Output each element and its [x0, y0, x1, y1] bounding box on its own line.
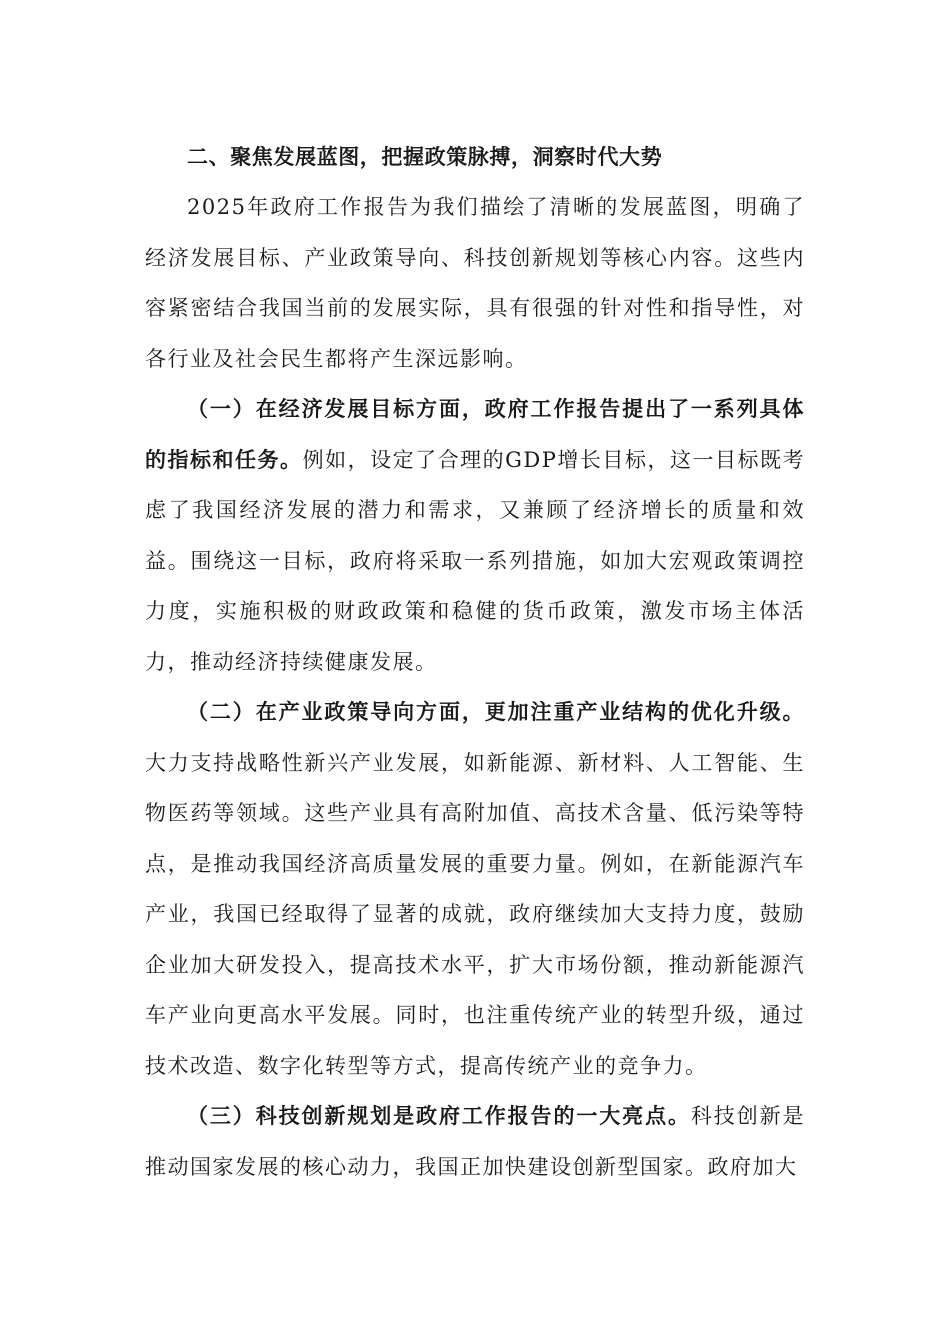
- section-heading: 二、聚焦发展蓝图，把握政策脉搏，洞察时代大势: [187, 144, 663, 169]
- paragraph-text: 大力支持战略性新兴产业发展，如新能源、新材料、人工智能、生物医药等领域。这些产业具有高附加值、高技术含量、低污染等特点，是推动我国经济高质量发展的重要力量。例如，在新能源汽车产业，我国已经取得了显著的成就，政府继续加大支持力度，鼓励企业加大研发投入，提高技术水平，扩大市场份额，推动新能源汽车产业向更高水平发展。同时，也注重传统产业的转型升级，通过技术改造、数字化转型等方式，提高传统产业的竞争力。: [145, 750, 805, 1078]
- paragraph-lead: （二）在产业政策导向方面，更加注重产业结构的优化升级。: [187, 699, 805, 724]
- paragraph-text: 科技创新是推动国家发展的核心动力，我国正加快建设创新型国家。政府加大: [145, 1104, 806, 1179]
- paragraph-text: 2025年政府工作报告为我们描绘了清晰的发展蓝图，明确了经济发展目标、产业政策导向、科技创新规划等核心内容。这些内容紧密结合我国当前的发展实际，具有很强的针对性和指导性，对各行业及社会民生都将产生深远影响。: [145, 195, 805, 371]
- paragraph-intro: [145, 182, 805, 384]
- paragraph-tech-innovation: [145, 1091, 805, 1192]
- paragraph-economic-goals: [145, 384, 805, 687]
- document-body: [145, 132, 805, 1192]
- paragraph-lead: （三）科技创新规划是政府工作报告的一大亮点。: [187, 1103, 691, 1128]
- paragraph-text: 例如，设定了合理的GDP增长目标，这一目标既考虑了我国经济发展的潜力和需求，又兼顾了经济增长的质量和效益。围绕这一目标，政府将采取一系列措施，如加大宏观政策调控力度，实施积极的财政政策和稳健的货币政策，激发市场主体活力，推动经济持续健康发展。: [145, 447, 806, 674]
- paragraph-industrial-policy: [145, 687, 805, 1091]
- paragraph-lead: （一）在经济发展目标方面，政府工作报告提出了一系列具体的指标和任务。: [145, 396, 805, 472]
